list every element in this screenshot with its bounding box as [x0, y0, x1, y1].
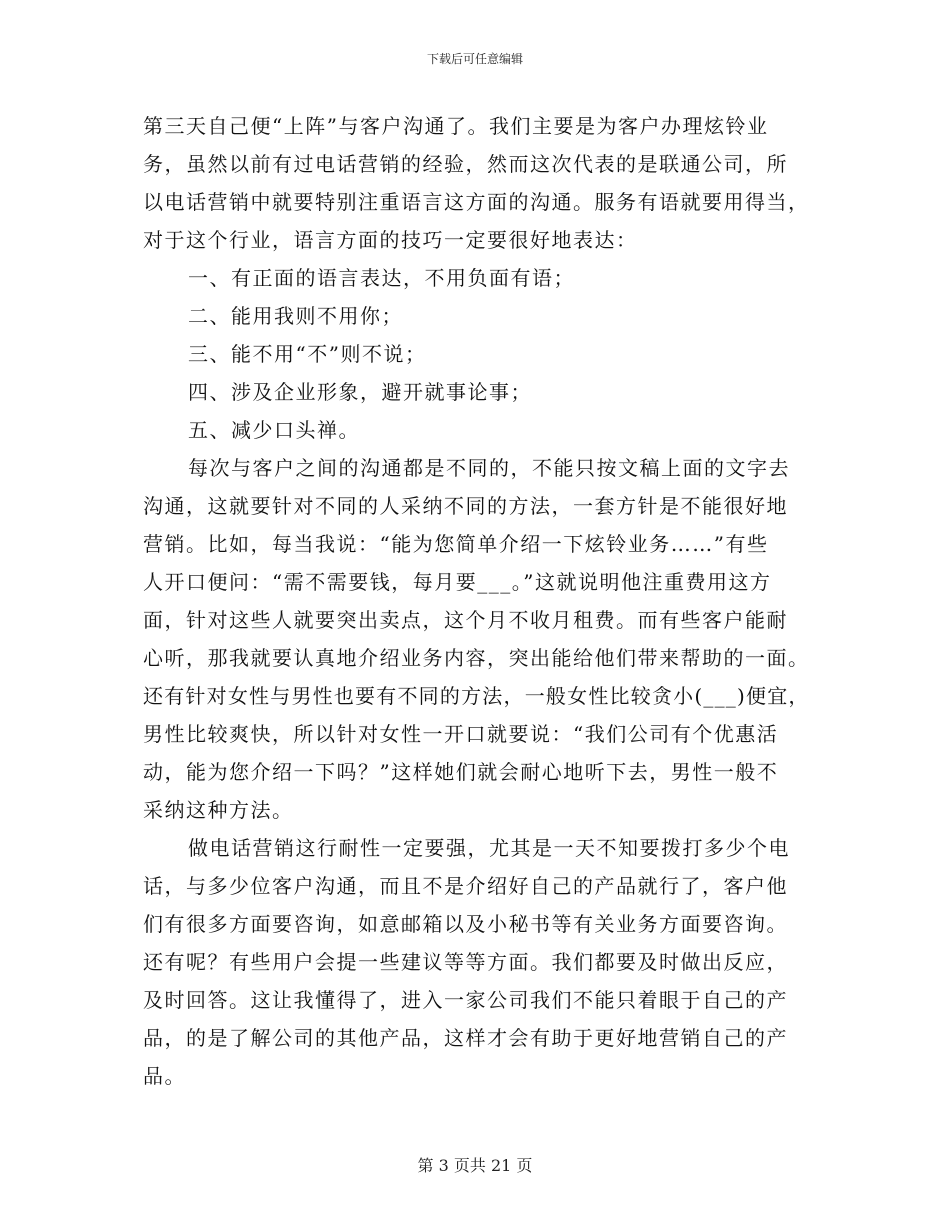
text-line: 务，虽然以前有过电话营销的经验，然而这次代表的是联通公司，所	[143, 152, 788, 176]
text-line: 做电话营销这行耐性一定要强，尤其是一天不知要拨打多少个电	[188, 836, 790, 860]
list-item: 三、能不用“不”则不说；	[188, 342, 427, 366]
list-item: 四、涉及企业形象，避开就事论事；	[188, 380, 532, 404]
text-line: 们有很多方面要咨询，如意邮箱以及小秘书等有关业务方面要咨询。	[143, 912, 788, 936]
list-item: 二、能用我则不用你；	[188, 304, 403, 328]
text-line: 营销。比如，每当我说：“能为您简单介绍一下炫铃业务……”有些	[143, 532, 769, 556]
text-line: 还有针对女性与男性也要有不同的方法，一般女性比较贪小(___)便宜，	[143, 684, 810, 708]
list-item: 一、有正面的语言表达，不用负面有语；	[188, 266, 575, 290]
text-line: 第三天自己便“上阵”与客户沟通了。我们主要是为客户办理炫铃业	[143, 114, 769, 138]
text-line: 以电话营销中就要特别注重语言这方面的沟通。服务有语就要用得当，	[143, 190, 810, 214]
text-line: 人开口便问：“需不需要钱，每月要___。”这就说明他注重费用这方	[143, 570, 772, 594]
page-number-footer: 第 3 页共 21 页	[417, 1156, 533, 1175]
text-line: 动，能为您介绍一下吗？”这样她们就会耐心地听下去，男性一般不	[143, 760, 779, 784]
text-line: 心听，那我就要认真地介绍业务内容，突出能给他们带来帮助的一面。	[143, 646, 810, 670]
page-header: 下载后可任意编辑	[426, 52, 523, 66]
text-line: 面，针对这些人就要突出卖点，这个月不收月租费。而有些客户能耐	[143, 608, 788, 632]
list-item: 五、减少口头禅。	[188, 418, 360, 442]
text-line: 品，的是了解公司的其他产品，这样才会有助于更好地营销自己的产	[143, 1026, 788, 1050]
text-line: 话，与多少位客户沟通，而且不是介绍好自己的产品就行了，客户他	[143, 874, 788, 898]
text-line: 品。	[143, 1064, 186, 1088]
text-line: 沟通，这就要针对不同的人采纳不同的方法，一套方针是不能很好地	[143, 494, 788, 518]
text-line: 男性比较爽快，所以针对女性一开口就要说：“我们公司有个优惠活	[143, 722, 779, 746]
text-line: 还有呢？有些用户会提一些建议等等方面。我们都要及时做出反应，	[143, 950, 788, 974]
text-line: 对于这个行业，语言方面的技巧一定要很好地表达：	[143, 228, 638, 252]
text-line: 及时回答。这让我懂得了，进入一家公司我们不能只着眼于自己的产	[143, 988, 788, 1012]
text-line: 采纳这种方法。	[143, 798, 294, 822]
text-line: 每次与客户之间的沟通都是不同的，不能只按文稿上面的文字去	[188, 456, 790, 480]
